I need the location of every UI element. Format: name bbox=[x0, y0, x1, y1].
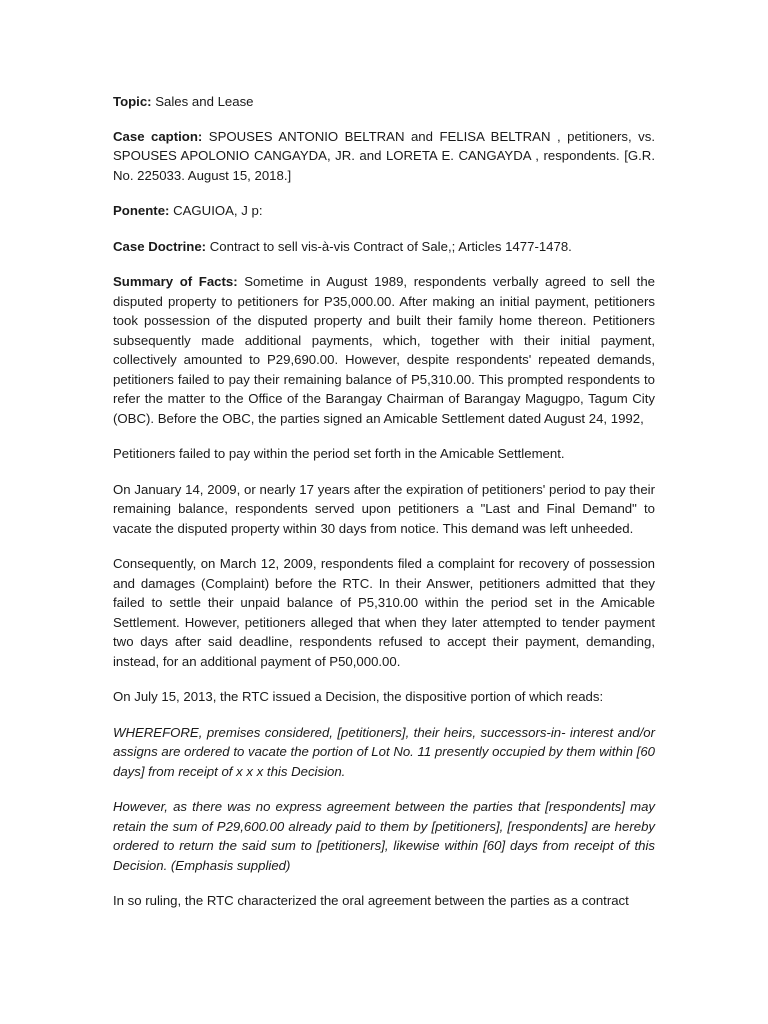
case-caption bbox=[113, 127, 655, 186]
case-caption-label: Case caption: bbox=[113, 128, 203, 144]
case-caption-text: SPOUSES ANTONIO BELTRAN and FELISA BELTRAN , petitioners, vs. SPOUSES APOLONIO CANGAYDA, JR. and LORETA E. CANGAYDA , respondents. [G.R. No. 225033. August 15, 2018.] bbox=[113, 128, 655, 183]
ponente-line bbox=[113, 201, 655, 221]
case-doctrine-label: Case Doctrine: bbox=[113, 238, 207, 254]
ponente-text: CAGUIOA, J p: bbox=[173, 203, 263, 218]
topic-label: Topic: bbox=[113, 94, 152, 109]
topic-text: Sales and Lease bbox=[155, 94, 254, 109]
summary-of-facts bbox=[113, 272, 655, 428]
body-paragraph: On July 15, 2013, the RTC issued a Decision, the dispositive portion of which reads: bbox=[113, 689, 604, 704]
quoted-paragraph: WHEREFORE, premises considered, [petitioners], their heirs, successors-in- interest and/or assigns are ordered to vacate the portion of Lot No. 11 presently occupied by them within [60 days] from receipt of x x x this Decision. bbox=[113, 724, 655, 779]
closing-paragraph: In so ruling, the RTC characterized the oral agreement between the parties as a contract bbox=[113, 893, 629, 908]
body-paragraph: Consequently, on March 12, 2009, respondents filed a complaint for recovery of possession and damages (Complaint) before the RTC. In their Answer, petitioners admitted that they failed to settle their unpaid balance of P5,310.00 within the period set in the Amicable Settlement. However, petitioners alleged that when they later attempted to tender payment two days after said deadline, respondents refused to accept their payment, demanding, instead, for an additional payment of P50,000.00. bbox=[113, 556, 655, 669]
summary-of-facts-text: Sometime in August 1989, respondents verbally agreed to sell the disputed property to petitioners for P35,000.00. After making an initial payment, petitioners took possession of the disputed property and built their family home thereon. Petitioners subsequently made additional payments, which, together with their initial payment, collectively amounted to P29,690.00. However, despite respondents' repeated demands, petitioners failed to pay their remaining balance of P5,310.00. This prompted respondents to refer the matter to the Office of the Barangay Chairman of Barangay Magugpo, Tagum City (OBC). Before the OBC, the parties signed an Amicable Settlement dated August 24, 1992, bbox=[113, 274, 655, 426]
body-paragraph: On January 14, 2009, or nearly 17 years after the expiration of petitioners' period to pay their remaining balance, respondents served upon petitioners a "Last and Final Demand" to vacate the disputed property within 30 days from notice. This demand was left unheeded. bbox=[113, 481, 655, 536]
quoted-paragraph: However, as there was no express agreement between the parties that [respondents] may retain the sum of P29,600.00 already paid to them by [petitioners], [respondents] are hereby ordered to return the said sum to [petitioners], likewise within [60] days from receipt of this Decision. (Emphasis supplied) bbox=[113, 799, 655, 873]
document-page bbox=[113, 92, 655, 927]
summary-of-facts-label: Summary of Facts: bbox=[113, 274, 238, 289]
case-doctrine bbox=[113, 237, 655, 257]
case-doctrine-text: Contract to sell vis-à-vis Contract of Sale,; Articles 1477-1478. bbox=[209, 238, 572, 254]
body-paragraph: Petitioners failed to pay within the period set forth in the Amicable Settlement. bbox=[113, 446, 565, 461]
ponente-label: Ponente: bbox=[113, 203, 170, 218]
topic-line bbox=[113, 92, 655, 112]
